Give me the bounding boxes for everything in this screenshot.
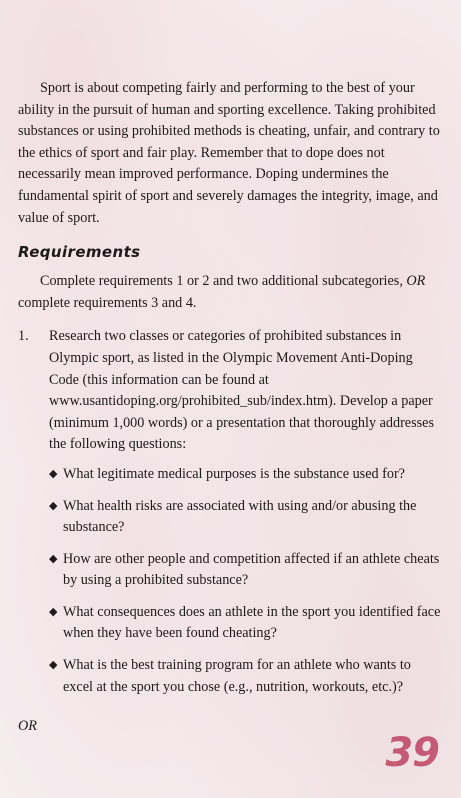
requirements-intro [18, 271, 441, 314]
diamond-bullet-icon: ◆ [49, 467, 58, 480]
bullet-text: How are other people and competition affected if an athlete cheats by using a prohibited substance? [63, 550, 440, 589]
bullet-item [49, 549, 441, 592]
requirements-intro-suffix: complete requirements 3 and 4. [18, 294, 197, 311]
requirement-text: Research two classes or categories of prohibited substances in Olympic sport, as listed in the Olympic Movement Anti-Doping Code (this information can be found at www.usantidoping.org/prohibited_sub/index.htm). Develop a paper (minimum 1,000 words) or a presentation that thoroughly addresses the following questions: [49, 328, 434, 453]
requirement-body [49, 326, 441, 708]
trailing-or: OR [18, 718, 37, 735]
bullet-item [49, 464, 441, 486]
bullet-text: What consequences does an athlete in the sport you identified face when they have been found cheating? [63, 603, 441, 642]
requirements-intro-or: OR [406, 273, 426, 290]
requirement-bullets [49, 464, 441, 698]
diamond-bullet-icon: ◆ [49, 659, 58, 672]
bullet-text: What is the best training program for an athlete who wants to excel at the sport you chose (e.g., nutrition, workouts, etc.)? [63, 657, 411, 695]
diamond-bullet-icon: ◆ [49, 605, 58, 618]
bullet-item [49, 655, 441, 698]
requirements-intro-prefix: Complete requirements 1 or 2 and two additional subcategories, [40, 273, 407, 290]
page-content [18, 78, 441, 738]
requirements-heading: Requirements [18, 243, 141, 262]
diamond-bullet-icon: ◆ [49, 499, 58, 512]
diamond-bullet-icon: ◆ [49, 552, 58, 565]
intro-paragraph: Sport is about competing fairly and performing to the best of your ability in the pursuit of human and sporting excellence. Taking prohibited substances or using prohibited methods is cheating, unfair, and contrary to the ethics of sport and fair play. Remember that to dope does not necessarily mean improved performance. Doping undermines the fundamental spirit of sport and severely damages the integrity, image, and value of sport. [18, 80, 440, 226]
bullet-item [49, 602, 441, 645]
page-number: 39 [385, 730, 439, 776]
bullet-text: What health risks are associated with using and/or abusing the substance? [63, 497, 417, 536]
requirement-number: 1. [18, 328, 29, 345]
requirement-item-1 [18, 326, 441, 708]
bullet-item [49, 496, 441, 539]
bullet-text: What legitimate medical purposes is the substance used for? [63, 465, 405, 482]
